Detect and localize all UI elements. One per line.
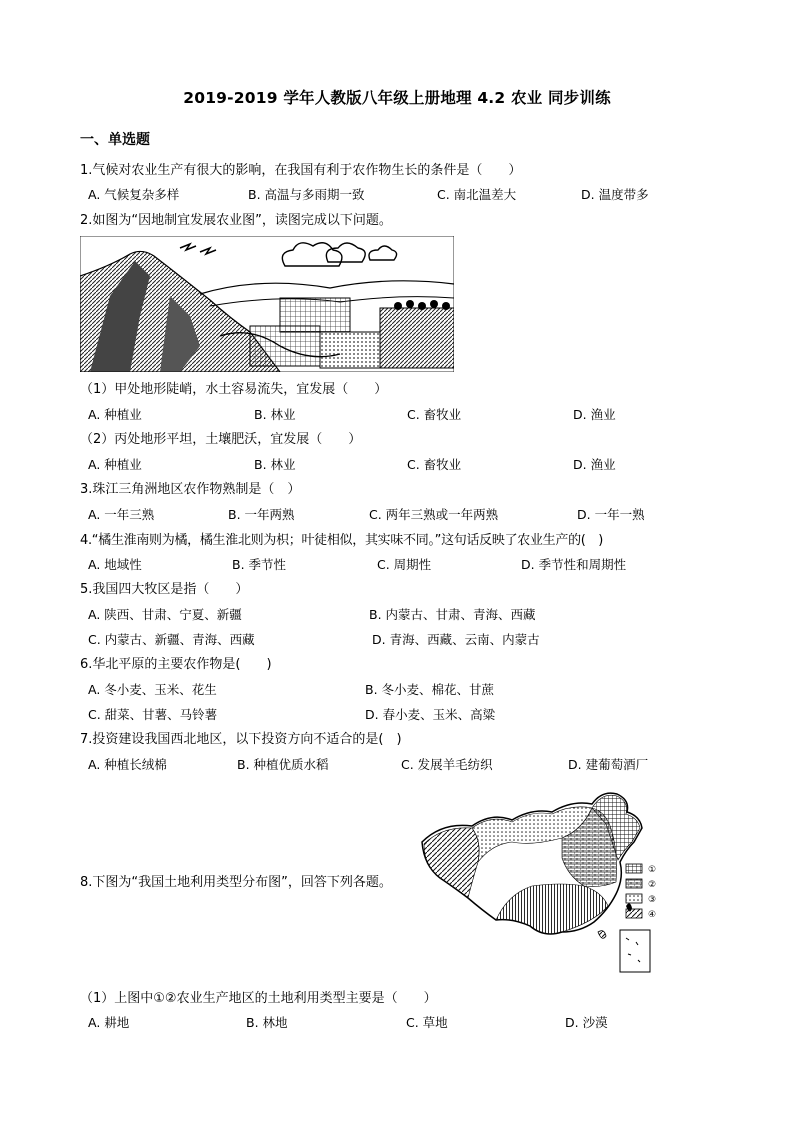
q6-option-d: D. 春小麦、玉米、高粱 <box>365 707 496 722</box>
q2-1-option-b: B. 林业 <box>254 407 296 422</box>
q8-1-option-c: C. 草地 <box>406 1015 448 1030</box>
agriculture-landscape-figure <box>80 236 454 372</box>
question-2-sub2: （2）丙处地形平坦，土壤肥沃，宜发展（ ） <box>80 432 362 447</box>
q8-1-option-d: D. 沙漠 <box>565 1015 608 1030</box>
q2-2-option-a: A. 种植业 <box>88 457 142 472</box>
q5-option-d: D. 青海、西藏、云南、内蒙古 <box>372 632 540 647</box>
q5-option-b: B. 内蒙古、甘肃、青海、西藏 <box>369 607 536 622</box>
q6-option-a: A. 冬小麦、玉米、花生 <box>88 682 217 697</box>
q2-2-option-d: D. 渔业 <box>573 457 616 472</box>
legend-label-3: ③ <box>648 895 657 905</box>
question-8-sub1: （1）上图中①②农业生产地区的土地利用类型主要是（ ） <box>80 991 437 1006</box>
q6-option-c: C. 甜菜、甘薯、马铃薯 <box>88 707 218 722</box>
q5-option-c: C. 内蒙古、新疆、青海、西藏 <box>88 632 255 647</box>
q4-option-a: A. 地域性 <box>88 557 142 572</box>
q4-option-b: B. 季节性 <box>232 557 287 572</box>
legend-label-4: ④ <box>648 910 657 920</box>
q1-option-c: C. 南北温差大 <box>437 187 517 202</box>
legend-label-2: ② <box>648 880 657 890</box>
q2-1-option-d: D. 渔业 <box>573 407 616 422</box>
page-title: 2019-2019 学年人教版八年级上册地理 4.2 农业 同步训练 <box>183 89 611 107</box>
china-land-use-map <box>412 782 674 978</box>
q2-1-option-a: A. 种植业 <box>88 407 142 422</box>
question-4-stem: 4.“橘生淮南则为橘，橘生淮北则为枳；叶徒相似，其实味不同。”这句话反映了农业生产的( ) <box>80 533 604 548</box>
question-2-sub1: （1）甲处地形陡峭，水土容易流失，宜发展（ ） <box>80 382 388 397</box>
q5-option-a: A. 陕西、甘肃、宁夏、新疆 <box>88 607 242 622</box>
q7-option-a: A. 种植长绒棉 <box>88 757 167 772</box>
land-use-map-figure <box>412 782 674 978</box>
q1-option-b: B. 高温与多雨期一致 <box>248 187 365 202</box>
q2-2-option-b: B. 林业 <box>254 457 296 472</box>
q8-1-option-a: A. 耕地 <box>88 1015 130 1030</box>
q4-option-d: D. 季节性和周期性 <box>521 557 627 572</box>
question-2-stem: 2.如图为“因地制宜发展农业图”，读图完成以下问题。 <box>80 213 392 228</box>
landscape-illustration <box>80 236 454 372</box>
q3-option-a: A. 一年三熟 <box>88 507 155 522</box>
q7-option-c: C. 发展羊毛纺织 <box>401 757 493 772</box>
question-8-stem: 8.下图为“我国土地利用类型分布图”，回答下列各题。 <box>80 875 392 890</box>
q2-2-option-c: C. 畜牧业 <box>407 457 462 472</box>
q1-option-a: A. 气候复杂多样 <box>88 187 180 202</box>
section-heading: 一、单选题 <box>80 132 150 148</box>
legend-label-1: ① <box>648 865 657 875</box>
question-3-stem: 3.珠江三角洲地区农作物熟制是（ ） <box>80 482 301 497</box>
q2-1-option-c: C. 畜牧业 <box>407 407 462 422</box>
q3-option-c: C. 两年三熟或一年两熟 <box>369 507 499 522</box>
q3-option-d: D. 一年一熟 <box>577 507 645 522</box>
q4-option-c: C. 周期性 <box>377 557 432 572</box>
q6-option-b: B. 冬小麦、棉花、甘蔗 <box>365 682 495 697</box>
q7-option-b: B. 种植优质水稻 <box>237 757 329 772</box>
question-7-stem: 7.投资建设我国西北地区，以下投资方向不适合的是( ) <box>80 732 402 747</box>
q8-1-option-b: B. 林地 <box>246 1015 288 1030</box>
question-6-stem: 6.华北平原的主要农作物是( ) <box>80 657 272 672</box>
q3-option-b: B. 一年两熟 <box>228 507 295 522</box>
question-1-stem: 1.气候对农业生产有很大的影响，在我国有利于农作物生长的条件是（ ） <box>80 163 522 178</box>
q1-option-d: D. 温度带多 <box>581 187 649 202</box>
question-5-stem: 5.我国四大牧区是指（ ） <box>80 582 249 597</box>
q7-option-d: D. 建葡萄酒厂 <box>568 757 649 772</box>
